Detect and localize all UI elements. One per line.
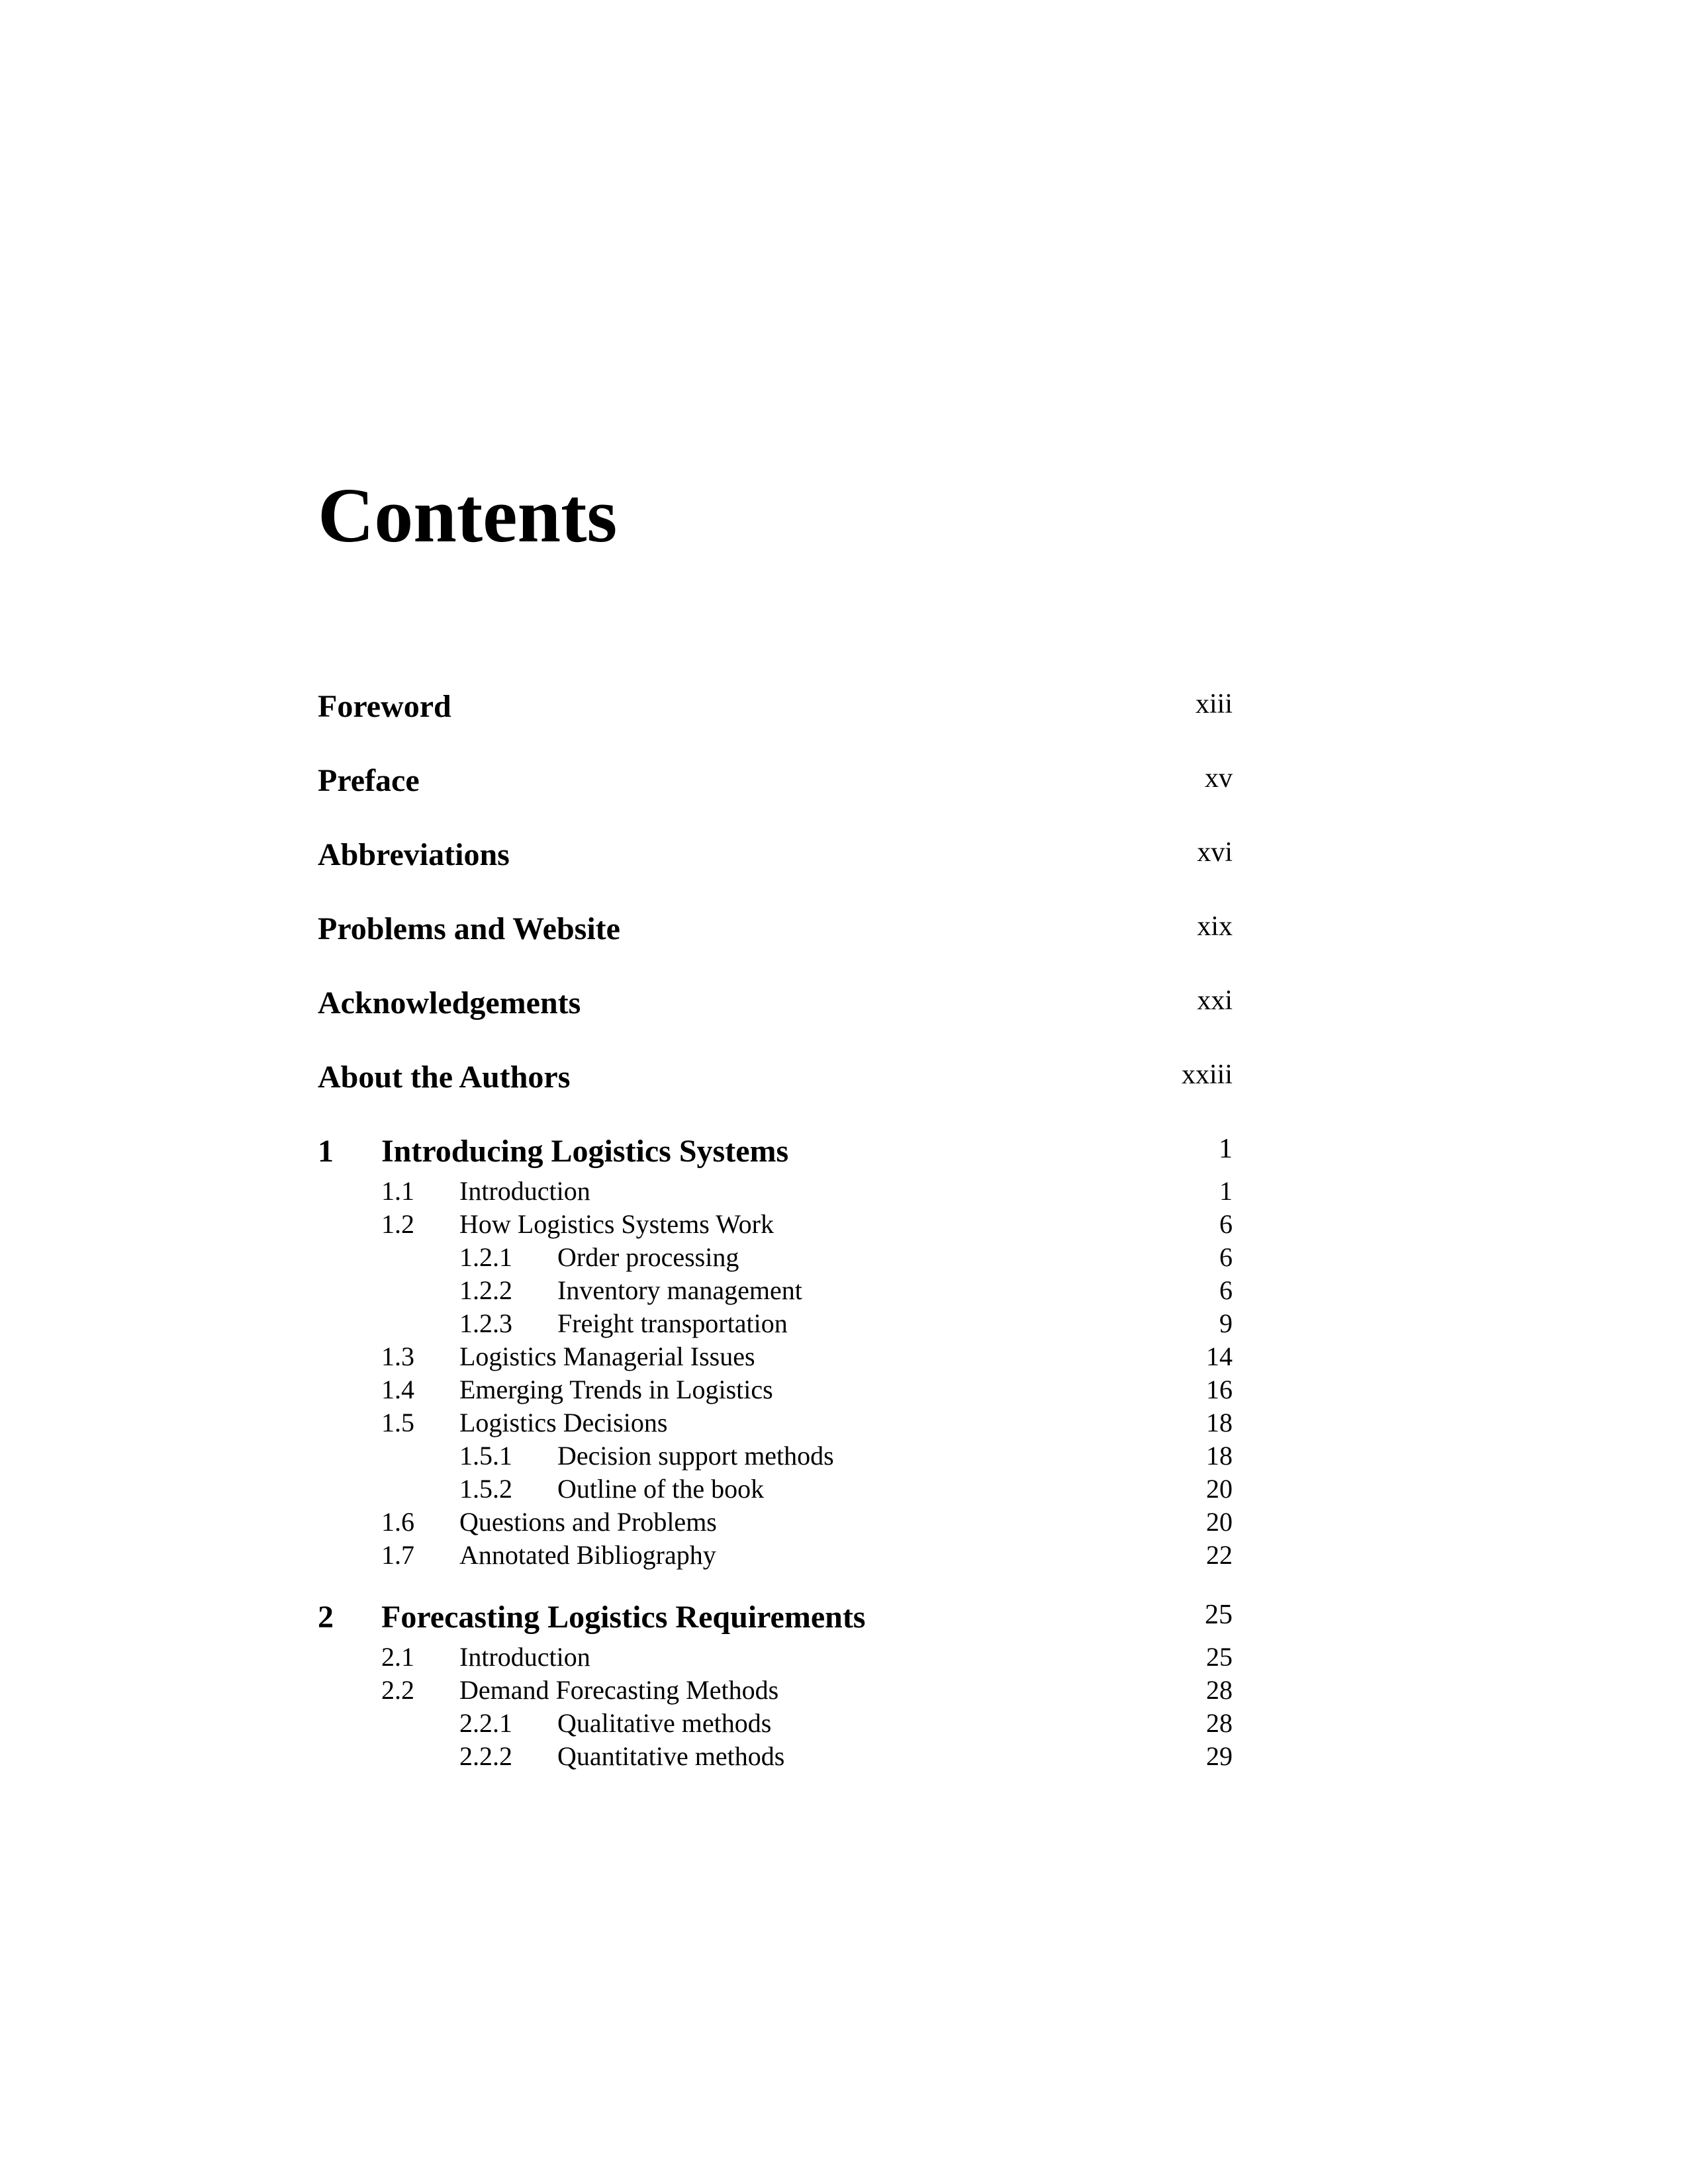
subsection-page: 20 — [1206, 1474, 1233, 1504]
chapter-title: Forecasting Logistics Requirements — [381, 1600, 866, 1635]
subsection-page: 18 — [1206, 1441, 1233, 1471]
toc-entry-abbreviations[interactable] — [318, 837, 1233, 911]
entry-title: About the Authors — [318, 1060, 571, 1095]
subsection-number: 1.2.2 — [459, 1275, 512, 1305]
toc-chapter-1[interactable] — [318, 1133, 1233, 1175]
subsection-page: 9 — [1219, 1308, 1233, 1338]
entry-title: Problems and Website — [318, 911, 620, 946]
toc-entry-foreword[interactable] — [318, 688, 1233, 762]
toc-section[interactable] — [318, 1506, 1233, 1539]
section-number: 1.2 — [381, 1209, 414, 1239]
section-page: 28 — [1206, 1675, 1233, 1705]
section-title: Demand Forecasting Methods — [459, 1675, 779, 1705]
entry-page: xiii — [1195, 689, 1233, 719]
entry-page: xix — [1197, 911, 1233, 942]
section-title: Logistics Managerial Issues — [459, 1342, 755, 1371]
section-page: 25 — [1206, 1642, 1233, 1672]
toc-section[interactable] — [318, 1407, 1233, 1440]
toc-section[interactable] — [318, 1374, 1233, 1407]
section-title: Emerging Trends in Logistics — [459, 1375, 773, 1404]
subsection-number: 1.5.1 — [459, 1441, 512, 1471]
subsection-title: Outline of the book — [557, 1474, 765, 1504]
page-title: Contents — [318, 472, 618, 559]
toc-subsection[interactable] — [318, 1440, 1233, 1473]
subsection-title: Quantitative methods — [557, 1741, 785, 1771]
toc-section[interactable] — [318, 1175, 1233, 1208]
toc-subsection[interactable] — [318, 1275, 1233, 1308]
toc-section[interactable] — [318, 1208, 1233, 1242]
subsection-title: Decision support methods — [557, 1441, 834, 1471]
toc-subsection[interactable] — [318, 1473, 1233, 1506]
toc-entry-about-authors[interactable] — [318, 1059, 1233, 1133]
toc-section[interactable] — [318, 1641, 1233, 1674]
section-number: 1.6 — [381, 1507, 414, 1537]
subsection-number: 1.2.3 — [459, 1308, 512, 1338]
section-number: 1.4 — [381, 1375, 414, 1404]
section-title: How Logistics Systems Work — [459, 1209, 774, 1239]
entry-title: Abbreviations — [318, 837, 510, 872]
section-number: 1.5 — [381, 1408, 414, 1437]
toc-entry-acknowledgements[interactable] — [318, 985, 1233, 1059]
chapter-page: 1 — [1219, 1134, 1233, 1164]
subsection-number: 2.2.2 — [459, 1741, 512, 1771]
section-number: 1.3 — [381, 1342, 414, 1371]
subsection-page: 28 — [1206, 1708, 1233, 1738]
section-number: 1.7 — [381, 1540, 414, 1570]
subsection-page: 29 — [1206, 1741, 1233, 1771]
section-title: Annotated Bibliography — [459, 1540, 716, 1570]
chapter-number: 1 — [318, 1134, 334, 1169]
toc-section[interactable] — [318, 1674, 1233, 1707]
toc-section[interactable] — [318, 1539, 1233, 1572]
toc-subsection[interactable] — [318, 1707, 1233, 1741]
entry-title: Acknowledgements — [318, 985, 581, 1021]
entry-page: xv — [1205, 763, 1233, 794]
toc-entry-preface[interactable] — [318, 762, 1233, 837]
toc-section[interactable] — [318, 1341, 1233, 1374]
section-title: Questions and Problems — [459, 1507, 717, 1537]
section-page: 20 — [1206, 1507, 1233, 1537]
subsection-number: 1.2.1 — [459, 1242, 512, 1272]
section-page: 22 — [1206, 1540, 1233, 1570]
toc-chapter-2[interactable] — [318, 1599, 1233, 1641]
table-of-contents — [318, 688, 1233, 1774]
entry-page: xxiii — [1181, 1060, 1233, 1090]
entry-title: Preface — [318, 763, 420, 798]
section-number: 2.1 — [381, 1642, 414, 1672]
section-page: 14 — [1206, 1342, 1233, 1371]
subsection-number: 2.2.1 — [459, 1708, 512, 1738]
entry-page: xvi — [1197, 837, 1233, 868]
entry-title: Foreword — [318, 689, 451, 724]
section-page: 1 — [1219, 1176, 1233, 1206]
section-page: 18 — [1206, 1408, 1233, 1437]
subsection-title: Freight transportation — [557, 1308, 788, 1338]
section-title: Logistics Decisions — [459, 1408, 668, 1437]
subsection-page: 6 — [1219, 1242, 1233, 1272]
toc-subsection[interactable] — [318, 1308, 1233, 1341]
section-title: Introduction — [459, 1176, 590, 1206]
toc-entry-problems-website[interactable] — [318, 911, 1233, 985]
chapter-title: Introducing Logistics Systems — [381, 1134, 789, 1169]
section-page: 16 — [1206, 1375, 1233, 1404]
toc-subsection[interactable] — [318, 1741, 1233, 1774]
subsection-page: 6 — [1219, 1275, 1233, 1305]
chapter-number: 2 — [318, 1600, 334, 1635]
section-title: Introduction — [459, 1642, 590, 1672]
subsection-title: Inventory management — [557, 1275, 802, 1305]
section-number: 1.1 — [381, 1176, 414, 1206]
subsection-title: Qualitative methods — [557, 1708, 772, 1738]
subsection-number: 1.5.2 — [459, 1474, 512, 1504]
entry-page: xxi — [1197, 985, 1233, 1016]
toc-subsection[interactable] — [318, 1242, 1233, 1275]
chapter-page: 25 — [1205, 1600, 1233, 1630]
section-page: 6 — [1219, 1209, 1233, 1239]
section-number: 2.2 — [381, 1675, 414, 1705]
subsection-title: Order processing — [557, 1242, 739, 1272]
